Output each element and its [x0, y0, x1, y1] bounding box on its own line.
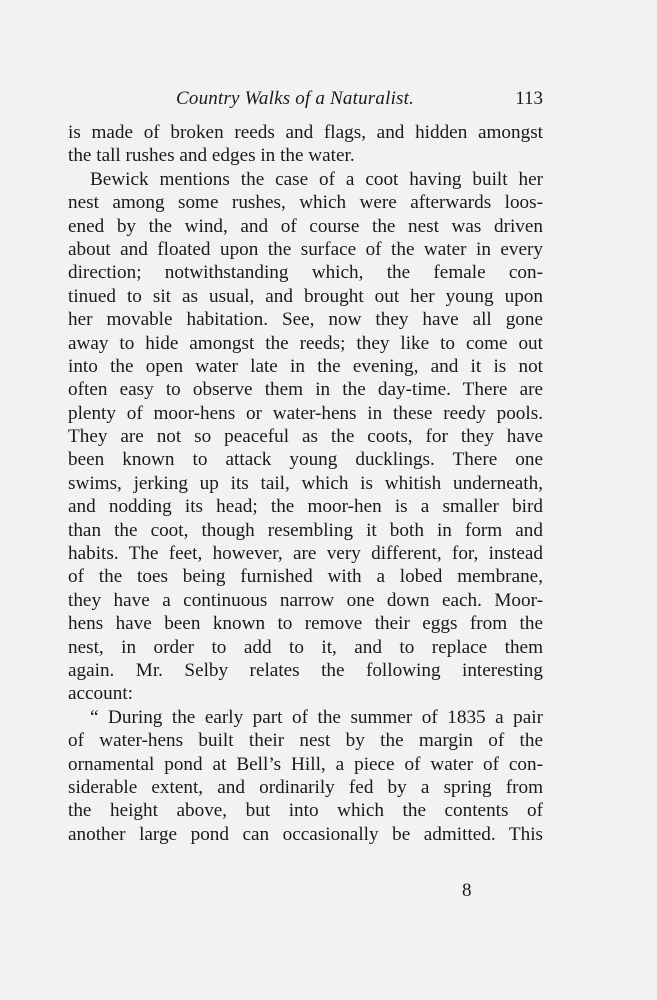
- page-number: 113: [515, 88, 543, 109]
- text-line: the tall rushes and edges in the water.: [68, 145, 355, 167]
- page-header: [68, 88, 543, 114]
- text-line: direction; notwithstanding which, the female con-: [68, 262, 543, 284]
- text-line: they have a continuous narrow one down each. Moor-: [68, 589, 543, 611]
- text-line: hens have been known to remove their eggs from the: [68, 613, 543, 635]
- text-line: another large pond can occasionally be admitted. This: [68, 823, 543, 845]
- text-line: They are not so peaceful as the coots, for they have: [68, 426, 543, 448]
- text-line: ened by the wind, and of course the nest was driven: [68, 215, 543, 237]
- text-line: about and floated upon the surface of the water in every: [68, 238, 543, 260]
- text-line: Bewick mentions the case of a coot having built her: [90, 168, 543, 190]
- text-line: often easy to observe them in the day-time. There are: [68, 379, 543, 401]
- text-line: swims, jerking up its tail, which is whitish underneath,: [68, 472, 543, 494]
- body-text: [68, 121, 543, 846]
- text-line: plenty of moor-hens or water-hens in these reedy pools.: [68, 402, 543, 424]
- text-line: nest among some rushes, which were afterwards loos-: [68, 192, 543, 214]
- text-line: than the coot, though resembling it both in form and: [68, 519, 543, 541]
- text-line: been known to attack young ducklings. There one: [68, 449, 543, 471]
- text-line: again. Mr. Selby relates the following interesting: [68, 659, 543, 681]
- signature-mark: 8: [462, 880, 472, 901]
- text-line: account:: [68, 683, 133, 705]
- text-line: of the toes being furnished with a lobed membrane,: [68, 566, 543, 588]
- text-line: “ During the early part of the summer of 1835 a pair: [90, 706, 543, 728]
- text-line: her movable habitation. See, now they have all gone: [68, 309, 543, 331]
- text-line: of water-hens built their nest by the margin of the: [68, 730, 543, 752]
- text-line: siderable extent, and ordinarily fed by a spring from: [68, 776, 543, 798]
- running-title: Country Walks of a Naturalist.: [176, 88, 415, 109]
- text-line: into the open water late in the evening, and it is not: [68, 355, 543, 377]
- text-line: is made of broken reeds and flags, and hidden amongst: [68, 122, 543, 143]
- text-line: and nodding its head; the moor-hen is a smaller bird: [68, 496, 543, 518]
- text-line: ornamental pond at Bell’s Hill, a piece of water of con-: [68, 753, 543, 775]
- text-line: nest, in order to add to it, and to replace them: [68, 636, 543, 658]
- text-line: the height above, but into which the contents of: [68, 800, 543, 822]
- text-line: tinued to sit as usual, and brought out her young upon: [68, 285, 543, 307]
- text-line: away to hide amongst the reeds; they like to come out: [68, 332, 543, 354]
- text-line: habits. The feet, however, are very different, for, instead: [68, 543, 543, 565]
